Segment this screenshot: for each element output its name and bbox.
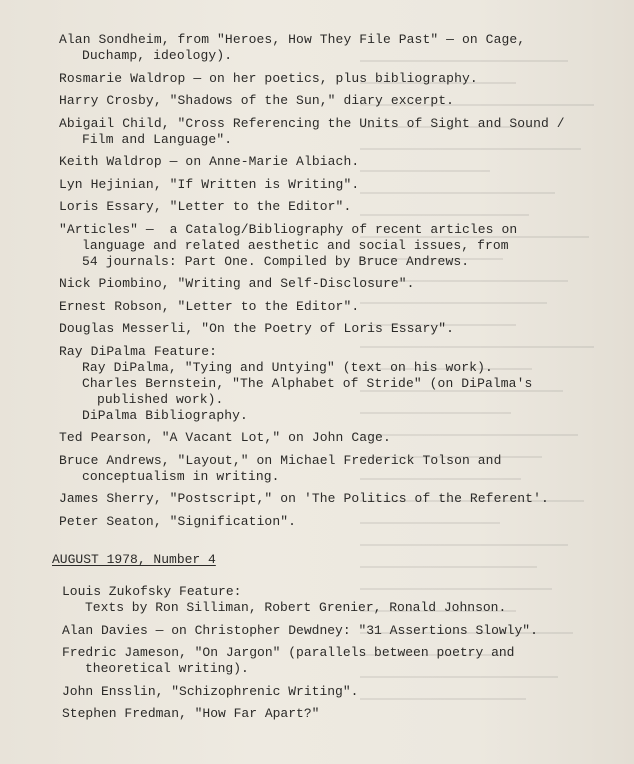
entry-line: Bruce Andrews, "Layout," on Michael Frederick Tolson and: [59, 452, 502, 468]
contents-entry: [59, 199, 619, 215]
entry-line: Abigail Child, "Cross Referencing the Units of Sight and Sound /: [59, 115, 565, 131]
entry-line: Film and Language".: [82, 131, 233, 147]
entry-line: 54 journals: Part One. Compiled by Bruce Andrews.: [82, 253, 470, 269]
contents-entry: [59, 154, 619, 170]
contents-entry: [59, 453, 619, 485]
feature-block: [59, 344, 619, 424]
entry-line: conceptualism in writing.: [82, 468, 280, 484]
contents-entry: [59, 222, 619, 270]
contents-entry: [62, 706, 622, 722]
entry-line: "Articles" — a Catalog/Bibliography of recent articles on: [59, 221, 518, 237]
entry-line: Fredric Jameson, "On Jargon" (parallels between poetry and: [62, 645, 515, 660]
feature-item-line: Ray DiPalma, "Tying and Untying" (text on his work).: [82, 359, 493, 375]
entry-line: Peter Seaton, "Signification".: [59, 513, 297, 529]
feature-item-line: published work).: [97, 391, 224, 407]
contents-entry: [59, 93, 619, 109]
contents-entry: [62, 623, 622, 639]
contents-entry: [59, 321, 619, 337]
issue-heading: AUGUST 1978, Number 4: [52, 552, 216, 567]
entry-line: Lyn Hejinian, "If Written is Writing".: [59, 176, 360, 192]
contents-entry: [59, 32, 619, 64]
contents-entry: [59, 116, 619, 148]
contents-list-section-1: [59, 32, 619, 536]
feature-title: Louis Zukofsky Feature:: [62, 584, 242, 599]
entry-line: Ted Pearson, "A Vacant Lot," on John Cage.: [59, 430, 391, 445]
contents-entry: [59, 177, 619, 193]
entry-line: Ernest Robson, "Letter to the Editor".: [59, 298, 360, 314]
entry-line: theoretical writing).: [85, 661, 249, 676]
entry-line: Harry Crosby, "Shadows of the Sun," diary excerpt.: [59, 93, 455, 108]
feature-item-line: Charles Bernstein, "The Alphabet of Stride" (on DiPalma's: [82, 375, 533, 391]
entry-line: Alan Davies — on Christopher Dewdney: "31 Assertions Slowly".: [62, 622, 538, 638]
feature-title: Ray DiPalma Feature:: [59, 343, 218, 359]
entry-line: Douglas Messerli, "On the Poetry of Loris Essary".: [59, 321, 455, 336]
contents-entry: [59, 299, 619, 315]
contents-list-section-2: [62, 584, 622, 729]
contents-entry: [59, 276, 619, 292]
feature-block: [62, 584, 622, 616]
feature-item-line: Texts by Ron Silliman, Robert Grenier, Ronald Johnson.: [85, 600, 507, 615]
entry-line: Alan Sondheim, from "Heroes, How They File Past" — on Cage,: [59, 32, 526, 47]
entry-line: Keith Waldrop — on Anne-Marie Albiach.: [59, 154, 360, 169]
entry-line: John Ensslin, "Schizophrenic Writing".: [62, 683, 359, 699]
entry-line: Duchamp, ideology).: [82, 48, 233, 63]
contents-entry: [62, 645, 622, 677]
entry-line: language and related aesthetic and social issues, from: [82, 237, 509, 253]
entry-line: Loris Essary, "Letter to the Editor".: [59, 199, 352, 214]
contents-entry: [59, 430, 619, 446]
entry-line: Rosmarie Waldrop — on her poetics, plus bibliography.: [59, 70, 478, 86]
contents-entry: [62, 684, 622, 700]
contents-entry: [59, 491, 619, 507]
contents-entry: [59, 71, 619, 87]
entry-line: Nick Piombino, "Writing and Self-Disclosure".: [59, 276, 415, 291]
entry-line: Stephen Fredman, "How Far Apart?": [62, 706, 320, 721]
contents-entry: [59, 514, 619, 530]
entry-line: James Sherry, "Postscript," on 'The Politics of the Referent'.: [59, 491, 549, 506]
feature-item-line: DiPalma Bibliography.: [82, 407, 248, 423]
